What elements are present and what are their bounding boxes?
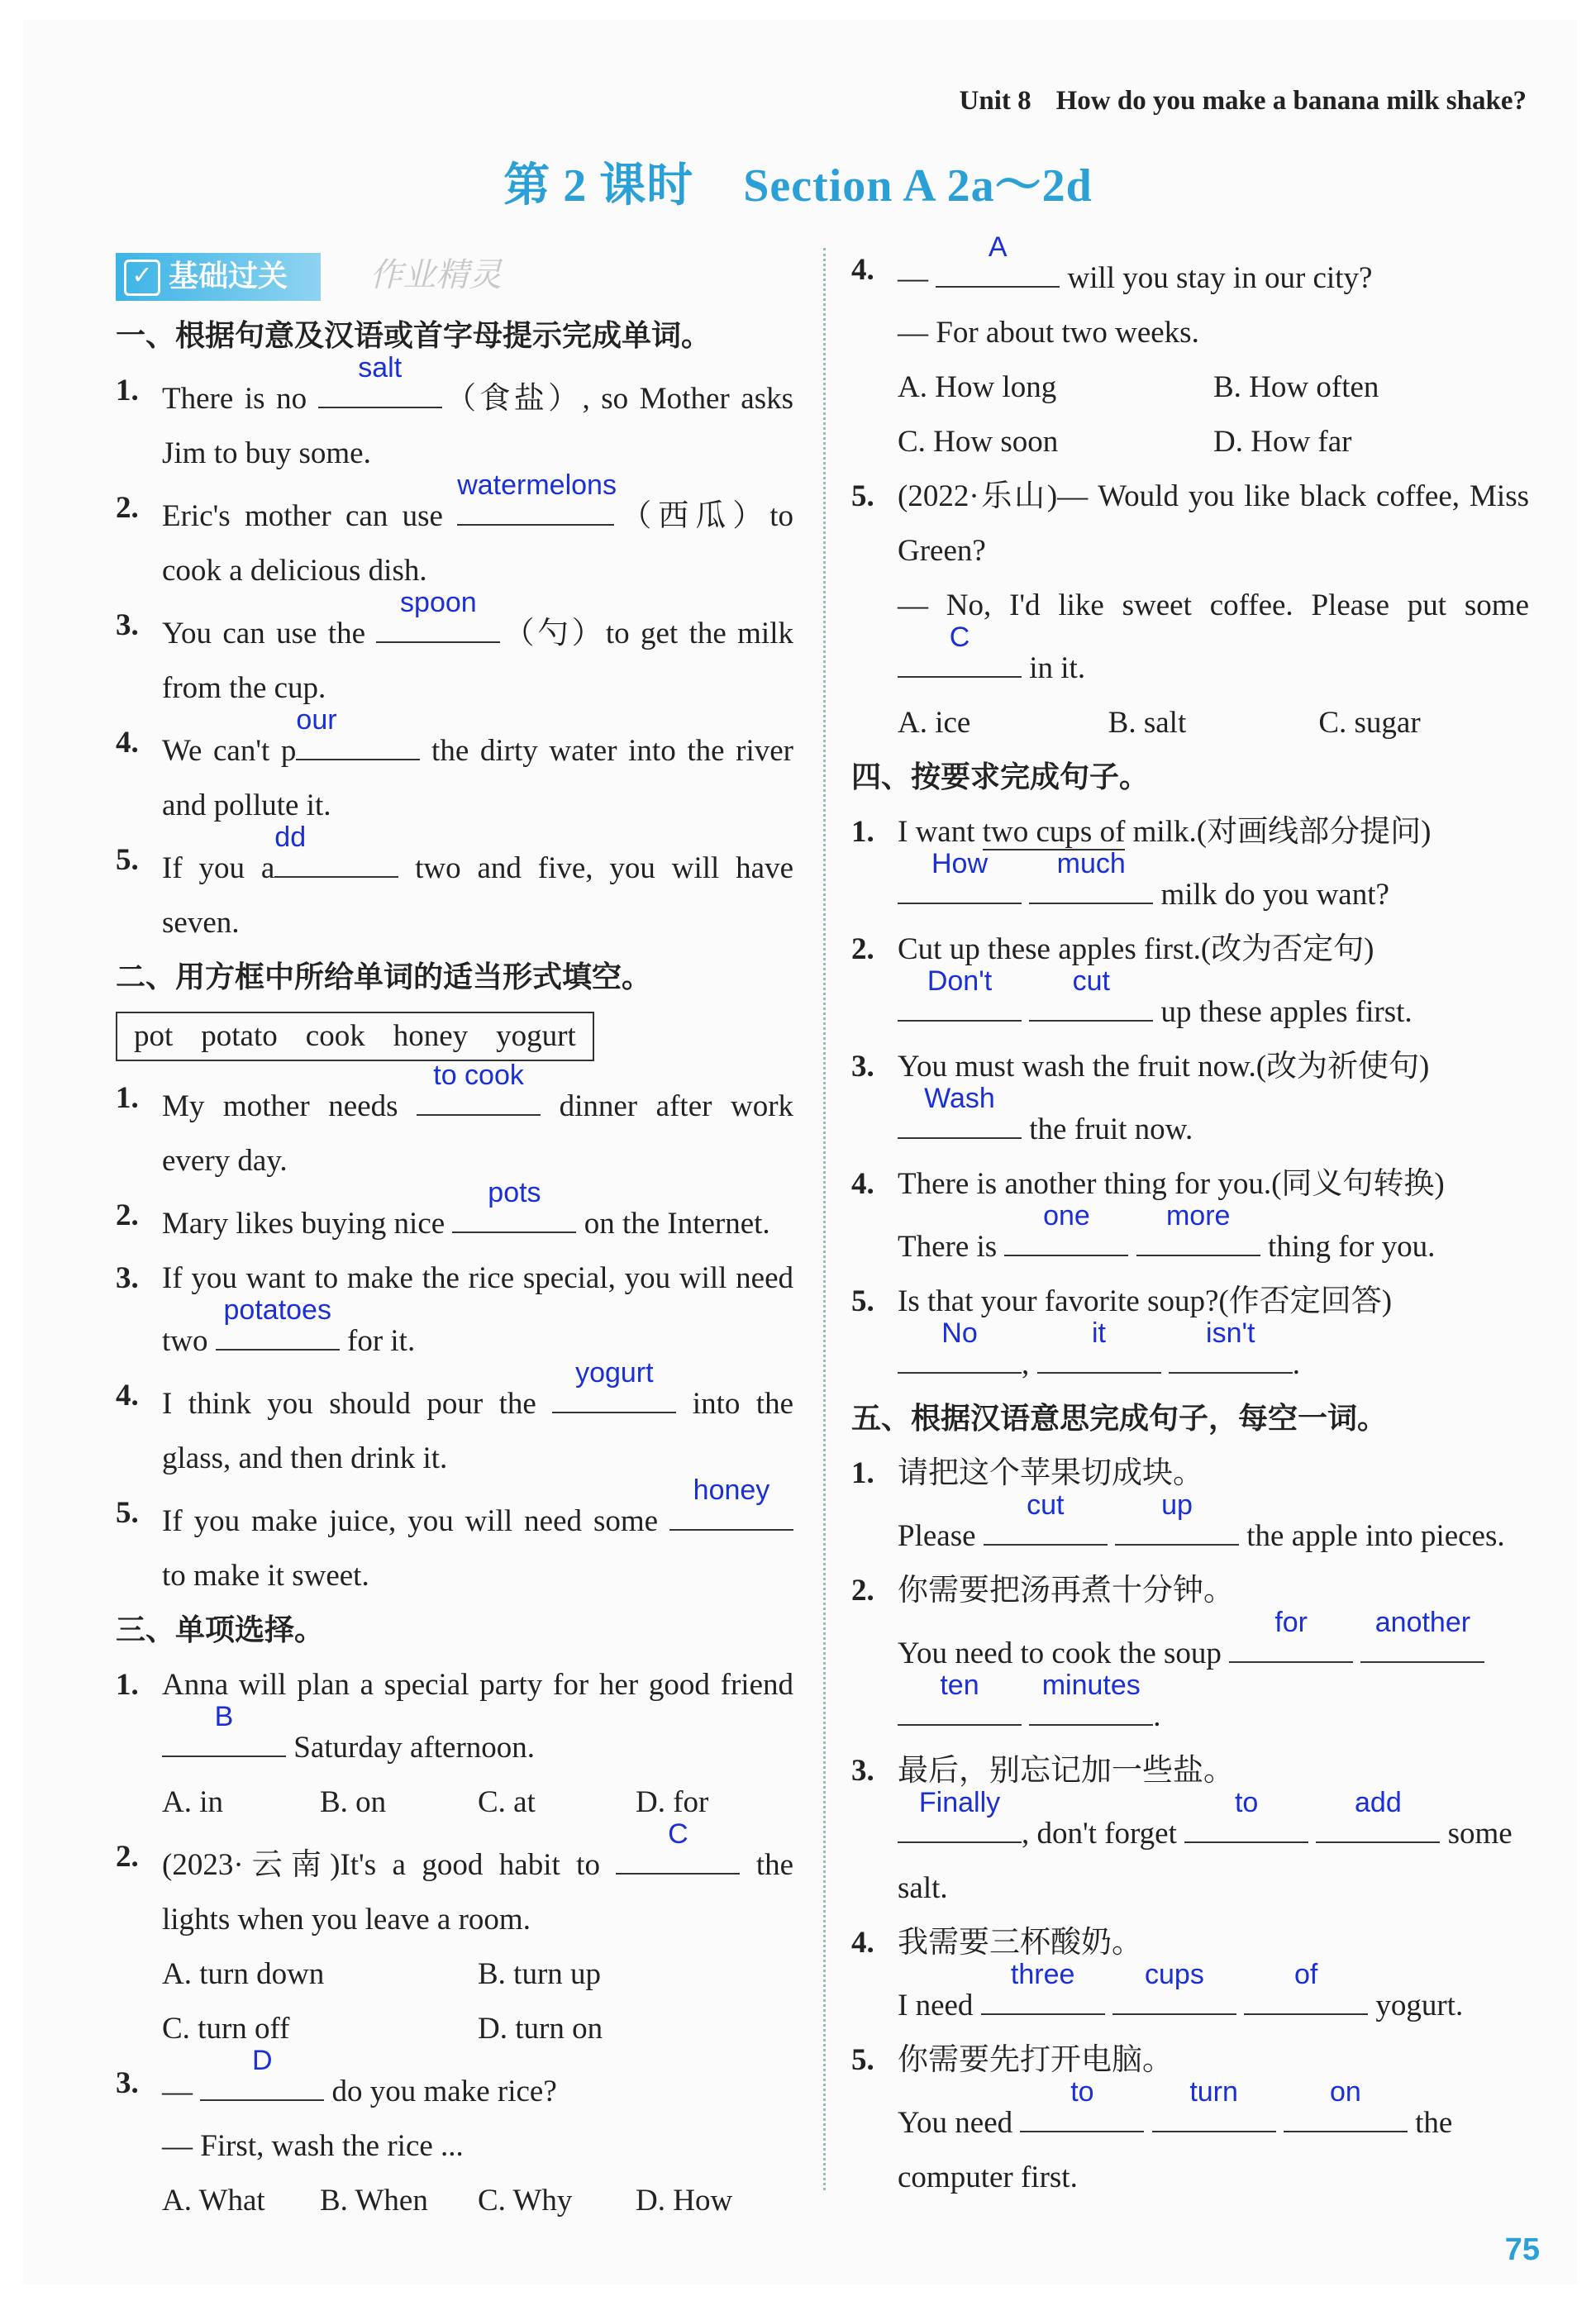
s3-item-4: 4. — A will you stay in our city? (851, 231, 1373, 295)
page-title (0, 149, 1596, 215)
answer-blank[interactable]: yogurt (552, 1369, 676, 1413)
s5-q1-answer: Please cut up the apple into pieces. (898, 1489, 1505, 1553)
s2-item-3: 3. If you want to make the rice special, you will need two potatoes for it. (116, 1261, 793, 1358)
s3-q4-options-row1: A. How long B. How often (898, 370, 1379, 404)
answer-blank[interactable]: honey (669, 1486, 793, 1531)
running-header (960, 86, 1527, 117)
s2-item-5: 5. If you make juice, you will need some honey to make it sweet. (116, 1486, 793, 1603)
s3-q2-options-row1: A. turn down B. turn up (162, 1957, 602, 1991)
answer-blank[interactable]: to cook (417, 1071, 541, 1116)
s5-item-4: 4. 我需要三杯酸奶。 (851, 1926, 1142, 1960)
answer-blank[interactable]: spoon (376, 598, 500, 643)
basics-badge: ✓ 基础过关 (116, 253, 321, 301)
s4-q2-answer: Don't cut up these apples first. (851, 977, 1529, 1040)
s4-item-5: 5. Is that your favorite soup?(作否定回答) (851, 1284, 1393, 1318)
answer-blank[interactable]: potatoes (216, 1306, 340, 1351)
s5-item-5: 5. 你需要先打开电脑。 (851, 2043, 1173, 2077)
answer-blank[interactable]: D (200, 2056, 324, 2101)
answer-blank[interactable]: B (162, 1713, 286, 1757)
s1-item-4: 4. We can't p our the dirty water into the river and pollute it. (116, 704, 793, 822)
s3-item-1: 1. Anna will plan a special party for her good friend B Saturday afternoon. (116, 1668, 793, 1765)
answer-blank[interactable]: salt (318, 364, 442, 408)
s5-item-1: 1. 请把这个苹果切成块。 (851, 1456, 1203, 1490)
s4-item-1: 1. I want two cups of milk.(对画线部分提问) (851, 815, 1432, 849)
checkbox-icon: ✓ (124, 260, 160, 296)
s3-q3-reply: — First, wash the rice ... (162, 2129, 464, 2163)
s3-q4-reply: — For about two weeks. (898, 316, 1199, 350)
s1-item-3: 3. You can use the spoon （勺）to get the milk from the cup. (116, 587, 793, 705)
s4-q1-answer: How much milk do you want? (851, 860, 1529, 922)
section-2-heading: 二、用方框中所给单词的适当形式填空。 (116, 960, 652, 994)
section-4-heading: 四、按要求完成句子。 (851, 760, 1150, 794)
s4-q3-answer: Wash the fruit now. (851, 1094, 1529, 1157)
s3-q3-options: A. What B. When C. Why D. How (162, 2184, 733, 2218)
s1-item-2: 2. Eric's mother can use watermelons （西瓜）to cook a delicious dish. (116, 469, 794, 588)
lesson-label: 第 2 课时 (503, 160, 694, 212)
answer-blank[interactable]: pots (452, 1189, 576, 1233)
s2-item-2: 2. Mary likes buying nice pots on the Internet. (116, 1177, 770, 1241)
s5-item-2: 2. 你需要把汤再煮十分钟。 (851, 1574, 1234, 1608)
watermark: 作业精灵 (369, 256, 503, 294)
s5-q5-answer: You need to turn on the computer first. (898, 2076, 1453, 2194)
s3-q4-options-row2: C. How soon D. How far (898, 425, 1352, 459)
unit-question: How do you make a banana milk shake? (1055, 86, 1527, 116)
answer-blank[interactable]: C (898, 633, 1022, 678)
s5-item-3: 3. 最后，别忘记加一些盐。 (851, 1754, 1234, 1788)
answer-blank[interactable]: our (296, 716, 420, 760)
answer-blank[interactable]: A (936, 243, 1060, 288)
section-3-heading: 三、单项选择。 (116, 1613, 325, 1647)
answer-blank[interactable]: dd (274, 833, 398, 878)
answer-blank[interactable]: watermelons (457, 481, 614, 526)
s5-q4-answer: I need three cups of yogurt. (898, 1959, 1464, 2022)
s5-q3-answer: Finally , don't forget to add some salt. (898, 1787, 1513, 1905)
left-column (116, 248, 793, 2228)
right-column (851, 231, 1529, 2205)
s4-item-4: 4. There is another thing for you.(同义句转换) (851, 1167, 1445, 1201)
s3-q1-options: A. in B. on C. at D. for (162, 1785, 709, 1819)
s4-q4-answer: There is one more thing for you. (898, 1200, 1436, 1264)
s4-item-3: 3. You must wash the fruit now.(改为祈使句) (851, 1050, 1430, 1084)
s1-item-5: 5. If you a dd two and five, you will have seven. (116, 822, 793, 940)
underlined-phrase: two cups of (982, 815, 1126, 849)
s2-item-1: 1. My mother needs to cook dinner after work every day. (116, 1060, 794, 1178)
section-1-heading: 一、根据句意及汉语或首字母提示完成单词。 (116, 319, 712, 353)
s3-item-5: 5. (2022·乐山)— Would you like black coffee, Miss Green? (851, 479, 1529, 568)
s5-q2-answer: You need to cook the soup for another ten minutes . (851, 1618, 1529, 1744)
s3-q5-options: A. ice B. salt C. sugar (898, 706, 1421, 740)
section-label: Section A 2a～2d (743, 160, 1093, 212)
s4-q5-answer: No , it isn't . (851, 1329, 1529, 1392)
page-number: 75 (1504, 2232, 1540, 2267)
unit-label: Unit 8 (959, 86, 1031, 116)
s4-item-2: 2. Cut up these apples first.(改为否定句) (851, 932, 1374, 966)
section-5-heading: 五、根据汉语意思完成句子，每空一词。 (851, 1402, 1388, 1436)
s3-q2-options-row2: C. turn off D. turn on (162, 2012, 603, 2046)
s3-item-3: 3. — D do you make rice? (116, 2045, 557, 2108)
answer-blank[interactable]: C (616, 1830, 740, 1875)
s3-item-5-cont: — No, I'd like sweet coffee. Please put some C in it. (898, 588, 1529, 685)
s1-item-1: 1. There is no salt （食盐）, so Mother asks Jim to buy some. (116, 352, 794, 470)
column-divider (823, 248, 826, 2190)
s2-item-4: 4. I think you should pour the yogurt into the glass, and then drink it. (116, 1357, 794, 1475)
s3-item-2: 2. (2023·云南)It's a good habit to C the lights when you leave a room. (116, 1818, 794, 1937)
word-box: pot potato cook honey yogurt (116, 1012, 594, 1061)
